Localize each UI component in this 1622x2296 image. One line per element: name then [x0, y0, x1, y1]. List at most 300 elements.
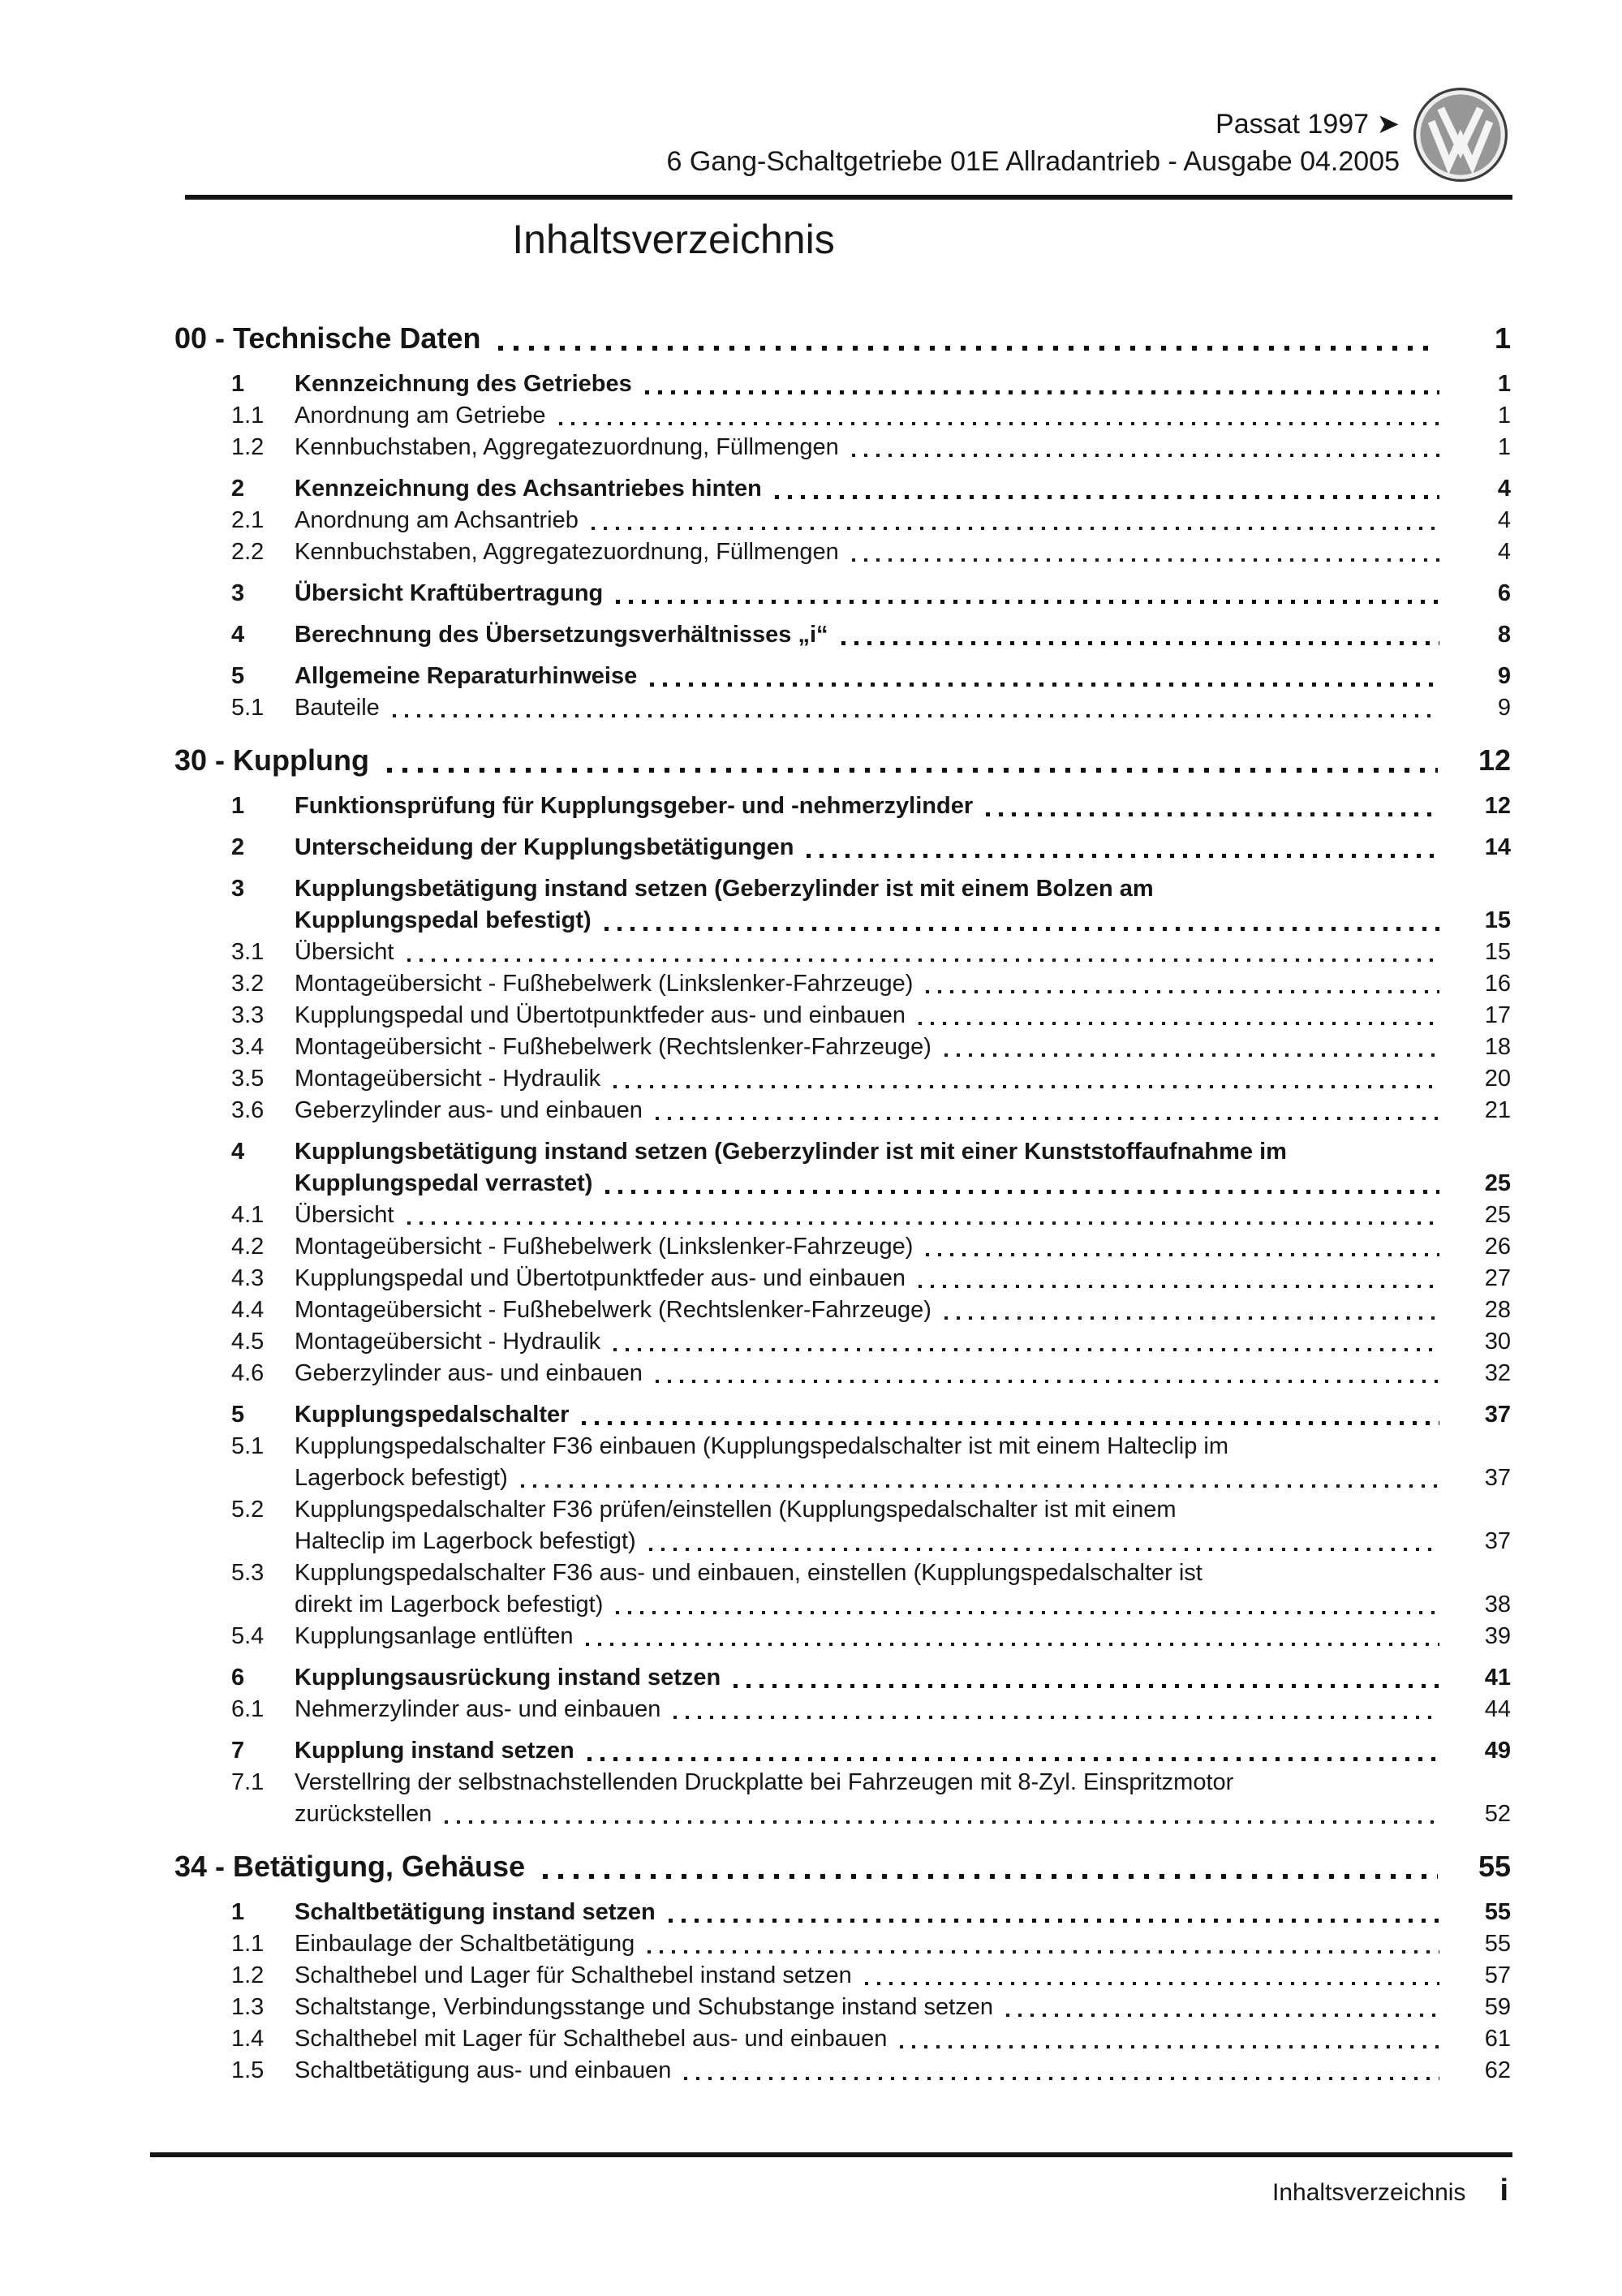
toc-section-label: 00 - Technische Daten	[174, 321, 481, 355]
toc-entry-title: Kennzeichnung des Achsantriebes hinten	[295, 476, 762, 502]
dot-leader	[648, 1950, 1439, 1954]
toc-entry-tail	[295, 536, 1511, 568]
toc-entry-title: Einbaulage der Schaltbetätigung	[295, 1931, 635, 1957]
toc-entry-page: 8	[1497, 622, 1511, 648]
toc-entry	[174, 937, 1511, 968]
dot-leader	[852, 454, 1439, 457]
toc-entry-title: Unterscheidung der Kupplungsbetätigungen	[295, 834, 794, 860]
toc-entry	[174, 661, 1511, 692]
toc-entry-body	[295, 873, 1511, 937]
toc-entry-number: 1.4	[231, 2026, 265, 2052]
toc-entry-number: 2.1	[231, 507, 265, 533]
toc-entry-title: Schaltbetätigung instand setzen	[295, 1899, 656, 1925]
toc-entry	[174, 473, 1511, 505]
toc-entry-title: Schaltstange, Verbindungsstange und Schubstange instand setzen	[295, 1994, 993, 2020]
dot-leader	[645, 390, 1439, 394]
toc-entry-body	[295, 1897, 1511, 1928]
toc-entry	[174, 400, 1511, 432]
toc-entry-body	[295, 1928, 1511, 1960]
toc-entry-number: 3.3	[231, 1002, 265, 1028]
dot-leader	[521, 1484, 1439, 1488]
toc-entry-number: 5.3	[231, 1560, 265, 1586]
toc-entry-body	[295, 2023, 1511, 2055]
toc-entry-title: Kupplungspedal befestigt)	[295, 907, 592, 933]
toc-entry-page: 61	[1484, 2026, 1511, 2052]
dot-leader	[944, 1316, 1439, 1320]
toc-entry-tail	[295, 1231, 1511, 1263]
toc-entry	[174, 1200, 1511, 1231]
toc-entry-body	[295, 1735, 1511, 1767]
toc-entry-title: Schalthebel und Lager für Schalthebel instand setzen	[295, 1962, 852, 1988]
toc-entry-tail	[295, 832, 1511, 864]
toc-entry-page: 6	[1497, 580, 1511, 606]
dot-leader	[650, 683, 1439, 687]
dot-leader	[926, 990, 1439, 993]
toc-entry-tail	[295, 2023, 1511, 2055]
dot-leader	[613, 1085, 1439, 1088]
footer-label: Inhaltsverzeichnis	[1271, 2179, 1466, 2206]
dot-leader	[445, 1820, 1439, 1824]
toc-entry-page: 20	[1484, 1066, 1511, 1092]
toc-entry-body	[295, 473, 1511, 505]
toc-entry-body	[295, 432, 1511, 463]
dot-leader	[734, 1684, 1439, 1688]
toc-entry-number: 1.2	[231, 434, 265, 460]
dot-leader	[559, 422, 1439, 425]
toc-entry-body	[295, 536, 1511, 568]
dot-leader	[649, 1548, 1439, 1551]
toc-entry-number: 1	[231, 1899, 245, 1925]
toc-entry-body	[295, 1095, 1511, 1126]
toc-entry-page: 28	[1484, 1297, 1511, 1323]
toc-entry-number: 1	[231, 371, 245, 397]
toc-entry-title: Kupplungspedal verrastet)	[295, 1170, 593, 1196]
toc-entry	[174, 1095, 1511, 1126]
toc-entry-title: Kupplungspedal und Übertotpunktfeder aus- und einbauen	[295, 1002, 906, 1028]
toc-entry-body	[295, 1399, 1511, 1431]
toc-entry	[174, 1694, 1511, 1725]
toc-entry-title: Kupplungspedal und Übertotpunktfeder aus- und einbauen	[295, 1265, 906, 1291]
dot-leader	[926, 1253, 1439, 1256]
toc-entry-title: Schaltbetätigung aus- und einbauen	[295, 2057, 672, 2083]
toc-entry-page: 1	[1497, 434, 1511, 460]
toc-entry-page: 18	[1484, 1034, 1511, 1060]
toc-entry-body	[295, 619, 1511, 651]
dot-leader	[852, 558, 1439, 562]
toc-entry-body	[295, 1557, 1511, 1621]
toc-entry	[174, 2055, 1511, 2087]
toc-section-page: 55	[1478, 1850, 1511, 1883]
toc-entry-number: 4.6	[231, 1360, 265, 1386]
toc-entry-page: 41	[1484, 1665, 1511, 1691]
toc-entry-tail	[295, 661, 1511, 692]
toc-entry-tail	[295, 1000, 1511, 1032]
toc-entry	[174, 1992, 1511, 2023]
toc-entry	[174, 1231, 1511, 1263]
toc-entry-page: 14	[1484, 834, 1511, 860]
toc-section-label: 30 - Kupplung	[174, 743, 369, 777]
toc-entry-tail	[295, 1294, 1511, 1326]
page-header	[666, 106, 1400, 180]
toc-entry-body	[295, 1032, 1511, 1063]
toc-entry	[174, 1063, 1511, 1095]
toc-entry-tail	[295, 968, 1511, 1000]
toc-entry-number: 5.2	[231, 1497, 265, 1523]
toc-entry-number: 1.1	[231, 403, 265, 429]
toc-entry-title: Montageübersicht - Fußhebelwerk (Linkslenker-Fahrzeuge)	[295, 1234, 914, 1260]
toc-entry-title: Berechnung des Übersetzungsverhältnisses „i“	[295, 622, 828, 648]
toc-entry-body	[295, 1992, 1511, 2023]
toc-entry-page: 25	[1484, 1170, 1511, 1196]
toc-entry-number: 7.1	[231, 1769, 265, 1795]
toc-entry-tail	[295, 578, 1511, 610]
toc-entry-tail	[295, 1168, 1511, 1200]
toc-entry-number: 2	[231, 476, 245, 502]
toc-entry-number: 6	[231, 1665, 245, 1691]
dot-leader	[656, 1380, 1439, 1383]
toc-entry-page: 9	[1497, 695, 1511, 721]
header-model-line: Passat 1997 ➤	[1215, 109, 1400, 140]
toc-entry-page: 55	[1484, 1931, 1511, 1957]
toc-entry-title: Kupplungsanlage entlüften	[295, 1623, 574, 1649]
toc-entry	[174, 1662, 1511, 1694]
dot-leader	[919, 1285, 1439, 1288]
toc-entry-number: 5	[231, 1402, 245, 1428]
toc-entry	[174, 1767, 1511, 1830]
toc-entry-body	[295, 832, 1511, 864]
dot-leader	[592, 527, 1439, 530]
toc-entry	[174, 1326, 1511, 1358]
dot-leader	[387, 768, 1438, 773]
toc-entry-number: 1.5	[231, 2057, 265, 2083]
dot-leader	[944, 1053, 1439, 1057]
toc-entry-page: 9	[1497, 663, 1511, 689]
footer-rule	[150, 2152, 1512, 2157]
toc-entry	[174, 619, 1511, 651]
toc-entry	[174, 578, 1511, 610]
toc-entry-title: Geberzylinder aus- und einbauen	[295, 1097, 643, 1123]
toc-entry-page: 16	[1484, 971, 1511, 997]
toc-entry-tail	[295, 1526, 1511, 1557]
toc-entry-tail	[295, 1960, 1511, 1992]
toc-entry-tail	[295, 1200, 1511, 1231]
toc-entry-tail	[295, 400, 1511, 432]
toc-entry-title: Übersicht Kraftübertragung	[295, 580, 604, 606]
toc-entry-body	[295, 1326, 1511, 1358]
toc-entry-tail	[295, 905, 1511, 937]
toc-entry-body	[295, 790, 1511, 822]
toc-entry	[174, 432, 1511, 463]
toc-entry-body	[295, 1662, 1511, 1694]
toc-entry-title: Lagerbock befestigt)	[295, 1465, 508, 1491]
toc-entry-page: 38	[1484, 1592, 1511, 1618]
dot-leader	[919, 1022, 1439, 1025]
toc-entry-body	[295, 578, 1511, 610]
toc-entry-page: 27	[1484, 1265, 1511, 1291]
toc-entry-body	[295, 1263, 1511, 1294]
toc-entry-number: 3.6	[231, 1097, 265, 1123]
dot-leader	[393, 714, 1439, 717]
toc-entry-title: Kennzeichnung des Getriebes	[295, 371, 632, 397]
toc-entry-page: 1	[1497, 371, 1511, 397]
toc-entry-number: 3	[231, 580, 245, 606]
toc-entry-page: 4	[1497, 539, 1511, 565]
toc-entry-title: Nehmerzylinder aus- und einbauen	[295, 1696, 661, 1722]
toc-entry-body	[295, 1767, 1511, 1830]
toc-entry-tail	[295, 368, 1511, 400]
toc-entry-tail	[295, 1032, 1511, 1063]
toc-section-row	[174, 740, 1511, 781]
toc-entry-tail	[295, 1897, 1511, 1928]
toc-entry-body	[295, 1063, 1511, 1095]
toc-entry-tail	[295, 692, 1511, 724]
toc-entry	[174, 832, 1511, 864]
toc-entry-number: 3.2	[231, 971, 265, 997]
toc-section-row	[174, 1846, 1511, 1887]
toc-entry-tail	[295, 1263, 1511, 1294]
toc-entry-page: 1	[1497, 403, 1511, 429]
toc-entry-body	[295, 368, 1511, 400]
toc-entry-body	[295, 505, 1511, 536]
toc-entry-number: 1.2	[231, 1962, 265, 1988]
toc-entry-tail	[295, 1662, 1511, 1694]
toc-entry-tail	[295, 1589, 1511, 1621]
toc-entry-title: zurückstellen	[295, 1801, 432, 1827]
toc-entry-tail	[295, 619, 1511, 651]
toc-entry-line: Kupplungspedalschalter F36 einbauen (Kupplungspedalschalter ist mit einem Halteclip im	[295, 1433, 1228, 1459]
dot-leader	[865, 1982, 1439, 1985]
toc-entry-number: 4	[231, 622, 245, 648]
toc-entry-number: 3.4	[231, 1034, 265, 1060]
toc-entry-number: 2.2	[231, 539, 265, 565]
toc-entry-tail	[295, 473, 1511, 505]
dot-leader	[986, 812, 1439, 816]
toc-entry-page: 49	[1484, 1738, 1511, 1764]
toc-section-row	[174, 318, 1511, 359]
toc-entry-body	[295, 937, 1511, 968]
toc-entry-body	[295, 400, 1511, 432]
toc-entry-body	[295, 1694, 1511, 1725]
toc-entry-title: Montageübersicht - Hydraulik	[295, 1329, 601, 1355]
dot-leader	[616, 600, 1439, 604]
dot-leader	[684, 2077, 1439, 2080]
toc-entry-title: Allgemeine Reparaturhinweise	[295, 663, 638, 689]
toc-entry-title: Geberzylinder aus- und einbauen	[295, 1360, 643, 1386]
dot-leader	[807, 854, 1439, 858]
toc-entry-page: 25	[1484, 1202, 1511, 1228]
toc-entry-tail	[295, 505, 1511, 536]
toc	[174, 318, 1511, 2087]
toc-entry-page: 55	[1484, 1899, 1511, 1925]
dot-leader	[775, 495, 1439, 499]
toc-entry	[174, 1897, 1511, 1928]
toc-entry-number: 7	[231, 1738, 245, 1764]
toc-entry-tail	[295, 937, 1511, 968]
dot-leader	[616, 1611, 1439, 1614]
toc-entry-number: 1	[231, 793, 245, 819]
toc-entry	[174, 1358, 1511, 1389]
toc-entry-page: 4	[1497, 507, 1511, 533]
toc-entry	[174, 536, 1511, 568]
toc-entry-number: 4.3	[231, 1265, 265, 1291]
toc-entry-title: Montageübersicht - Hydraulik	[295, 1066, 601, 1092]
toc-entry-tail	[295, 1095, 1511, 1126]
toc-entry-number: 3.5	[231, 1066, 265, 1092]
toc-entry-title: Kennbuchstaben, Aggregatezuordnung, Füllmengen	[295, 539, 839, 565]
toc-entry-line: Verstellring der selbstnachstellenden Druckplatte bei Fahrzeugen mit 8-Zyl. Einspritzmotor	[295, 1769, 1234, 1795]
toc-entry-number: 3	[231, 876, 245, 902]
dot-leader	[669, 1919, 1439, 1923]
toc-entry-number: 1.3	[231, 1994, 265, 2020]
toc-entry-line: Kupplungsbetätigung instand setzen (Geberzylinder ist mit einer Kunststoffaufnahme im	[295, 1139, 1287, 1165]
toc-entry-title: Anordnung am Achsantrieb	[295, 507, 579, 533]
dot-leader	[407, 1221, 1440, 1225]
toc-entry-title: Übersicht	[295, 1202, 394, 1228]
footer-page-number: i	[1499, 2173, 1508, 2208]
dot-leader	[841, 641, 1439, 645]
toc-entry-tail	[295, 1399, 1511, 1431]
header-rule	[185, 195, 1512, 200]
toc-entry-page: 15	[1484, 907, 1511, 933]
toc-entry-page: 44	[1484, 1696, 1511, 1722]
toc-entry-page: 52	[1484, 1801, 1511, 1827]
toc-entry-body	[295, 1200, 1511, 1231]
dot-leader	[604, 927, 1439, 931]
toc-entry-tail	[295, 1063, 1511, 1095]
toc-entry-title: Schalthebel mit Lager für Schalthebel aus- und einbauen	[295, 2026, 888, 2052]
toc-entry-number: 4.5	[231, 1329, 265, 1355]
toc-entry	[174, 1928, 1511, 1960]
toc-entry	[174, 2023, 1511, 2055]
toc-entry-tail	[295, 1694, 1511, 1725]
toc-entry	[174, 505, 1511, 536]
dot-leader	[656, 1117, 1439, 1120]
toc-entry-title: Übersicht	[295, 939, 394, 965]
toc-entry-line: Kupplungspedalschalter F36 aus- und einbauen, einstellen (Kupplungspedalschalter ist	[295, 1560, 1203, 1586]
toc-entry	[174, 790, 1511, 822]
toc-entry-title: Halteclip im Lagerbock befestigt)	[295, 1528, 636, 1554]
toc-entry	[174, 1431, 1511, 1494]
toc-entry-number: 1.1	[231, 1931, 265, 1957]
toc-entry	[174, 1000, 1511, 1032]
dot-leader	[605, 1190, 1439, 1194]
toc-entry-number: 6.1	[231, 1696, 265, 1722]
toc-entry	[174, 1399, 1511, 1431]
toc-entry-page: 37	[1484, 1465, 1511, 1491]
dot-leader	[613, 1348, 1439, 1351]
toc-entry-title: Kupplungsausrückung instand setzen	[295, 1665, 721, 1691]
toc-entry-page: 62	[1484, 2057, 1511, 2083]
toc-entry-page: 39	[1484, 1623, 1511, 1649]
vw-logo-icon	[1413, 88, 1508, 182]
toc-entry-title: Montageübersicht - Fußhebelwerk (Linkslenker-Fahrzeuge)	[295, 971, 914, 997]
toc-entry-number: 4.1	[231, 1202, 265, 1228]
toc-entry	[174, 1494, 1511, 1557]
toc-entry-page: 15	[1484, 939, 1511, 965]
toc-entry-page: 59	[1484, 1994, 1511, 2020]
toc-entry-number: 5.4	[231, 1623, 265, 1649]
toc-entry-tail	[295, 1462, 1511, 1494]
toc-entry-tail	[295, 1928, 1511, 1960]
toc-entry-body	[295, 968, 1511, 1000]
toc-entry-page: 12	[1484, 793, 1511, 819]
toc-entry-title: direkt im Lagerbock befestigt)	[295, 1592, 604, 1618]
toc-entry-tail	[295, 790, 1511, 822]
dot-leader	[498, 346, 1438, 351]
toc-entry-title: Kupplungspedalschalter	[295, 1402, 570, 1428]
toc-entry-number: 2	[231, 834, 245, 860]
toc-entry-body	[295, 1231, 1511, 1263]
toc-entry-tail	[295, 1798, 1511, 1830]
toc-entry-body	[295, 1621, 1511, 1652]
toc-entry-tail	[295, 1621, 1511, 1652]
toc-entry	[174, 1735, 1511, 1767]
toc-entry-page: 26	[1484, 1234, 1511, 1260]
toc-entry-title: Kupplung instand setzen	[295, 1738, 574, 1764]
dot-leader	[587, 1757, 1439, 1761]
toc-entry-title: Montageübersicht - Fußhebelwerk (Rechtslenker-Fahrzeuge)	[295, 1034, 931, 1060]
toc-entry-number: 5	[231, 663, 245, 689]
toc-entry-page: 37	[1484, 1528, 1511, 1554]
page-title: Inhaltsverzeichnis	[512, 217, 835, 262]
toc-entry-page: 30	[1484, 1329, 1511, 1355]
toc-entry	[174, 368, 1511, 400]
dot-leader	[582, 1421, 1439, 1425]
toc-entry-number: 4.2	[231, 1234, 265, 1260]
toc-entry	[174, 1263, 1511, 1294]
toc-entry-body	[295, 692, 1511, 724]
toc-entry-line: Kupplungspedalschalter F36 prüfen/einstellen (Kupplungspedalschalter ist mit einem	[295, 1497, 1177, 1523]
toc-entry-page: 37	[1484, 1402, 1511, 1428]
toc-entry	[174, 1960, 1511, 1992]
dot-leader	[543, 1874, 1438, 1879]
toc-entry-page: 21	[1484, 1097, 1511, 1123]
toc-entry-number: 3.1	[231, 939, 265, 965]
toc-entry	[174, 873, 1511, 937]
toc-entry-title: Montageübersicht - Fußhebelwerk (Rechtslenker-Fahrzeuge)	[295, 1297, 931, 1323]
toc-entry-body	[295, 1494, 1511, 1557]
toc-entry-title: Anordnung am Getriebe	[295, 403, 546, 429]
toc-entry-body	[295, 1136, 1511, 1200]
toc-entry-tail	[295, 1735, 1511, 1767]
toc-entry	[174, 1621, 1511, 1652]
dot-leader	[407, 958, 1440, 962]
toc-entry-number: 4.4	[231, 1297, 265, 1323]
toc-entry-body	[295, 1000, 1511, 1032]
toc-entry-page: 4	[1497, 476, 1511, 502]
footer	[1272, 2173, 1508, 2208]
toc-section-page: 12	[1478, 743, 1511, 777]
toc-entry-page: 17	[1484, 1002, 1511, 1028]
toc-section-page: 1	[1494, 321, 1511, 355]
toc-entry-tail	[295, 1992, 1511, 2023]
toc-entry-number: 5.1	[231, 695, 265, 721]
toc-entry-body	[295, 1358, 1511, 1389]
toc-entry-tail	[295, 2055, 1511, 2087]
dot-leader	[900, 2045, 1439, 2048]
toc-entry-number: 4	[231, 1139, 245, 1165]
toc-entry-number: 5.1	[231, 1433, 265, 1459]
toc-entry-body	[295, 1431, 1511, 1494]
toc-entry-line: Kupplungsbetätigung instand setzen (Geberzylinder ist mit einem Bolzen am	[295, 876, 1154, 902]
dot-leader	[1006, 2014, 1439, 2017]
toc-entry-tail	[295, 432, 1511, 463]
toc-entry	[174, 1136, 1511, 1200]
toc-entry-tail	[295, 1326, 1511, 1358]
toc-entry-body	[295, 1294, 1511, 1326]
toc-entry	[174, 968, 1511, 1000]
toc-entry-body	[295, 2055, 1511, 2087]
